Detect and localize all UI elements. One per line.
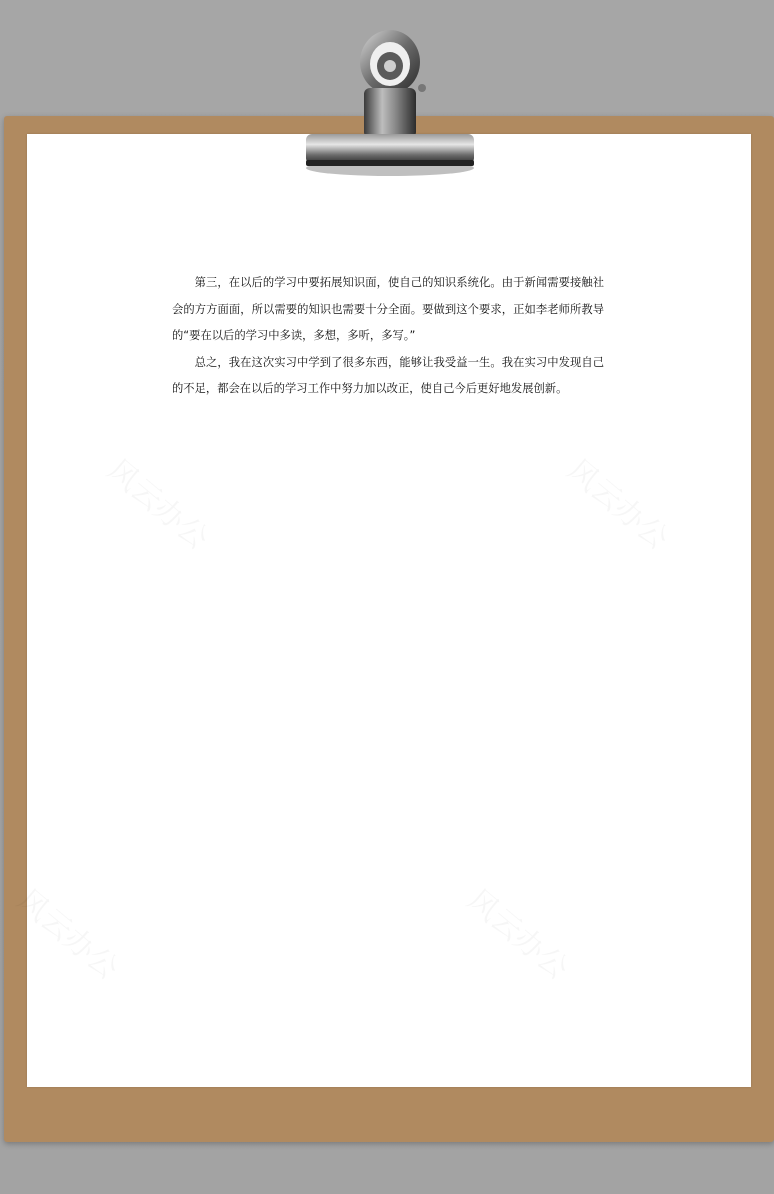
document-body xyxy=(172,270,604,403)
binder-clip-icon xyxy=(300,26,480,186)
paragraph: 第三，在以后的学习中要拓展知识面，使自己的知识系统化。由于新闻需要接触社会的方方面面，所以需要的知识也需要十分全面。要做到这个要求，正如李老师所教导的“要在以后的学习中多读，多想，多听，多写。” xyxy=(172,276,604,342)
paragraph: 总之，我在这次实习中学到了很多东西，能够让我受益一生。我在实习中发现自己的不足，都会在以后的学习工作中努力加以改正，使自己今后更好地发展创新。 xyxy=(172,355,604,395)
